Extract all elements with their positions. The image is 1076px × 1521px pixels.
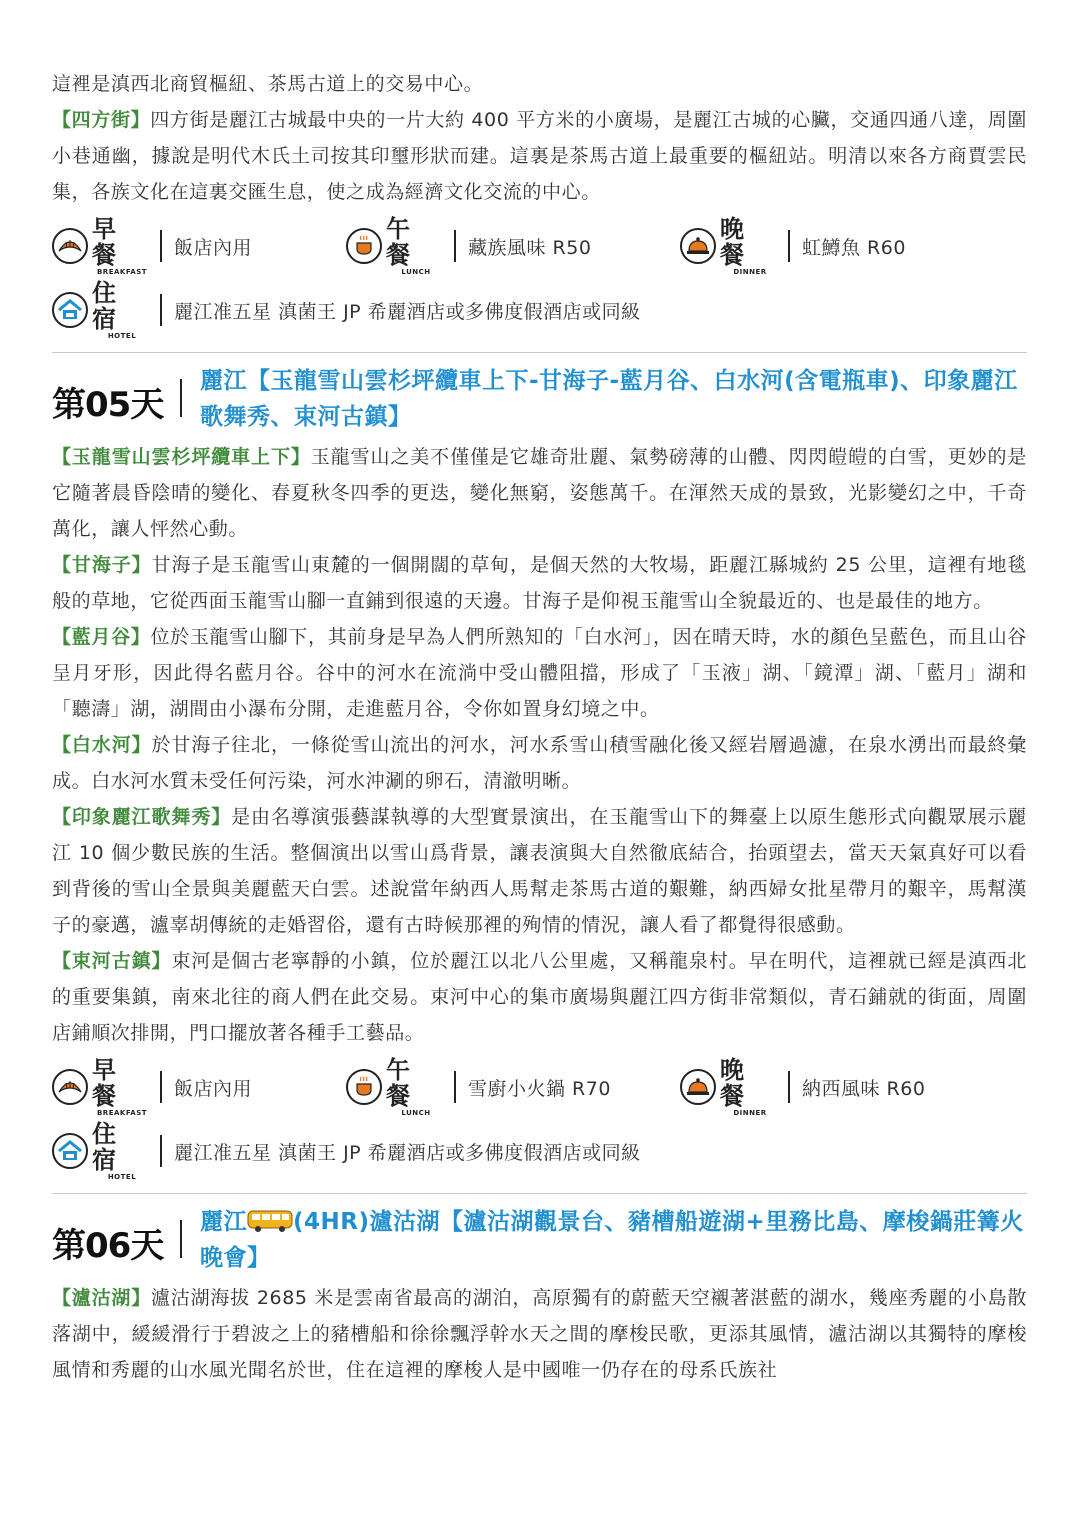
lunch-label: 午 餐 LUNCH <box>386 214 431 276</box>
section-tag: 【四方街】 <box>52 109 151 131</box>
section-paragraph <box>52 799 1027 943</box>
lunch-item <box>346 1057 680 1118</box>
section-text: 玉龍雪山之美不僅僅是它雄奇壯麗、氣勢磅薄的山體、閃閃皚皚的白雪，更妙的是它隨著晨昏陰晴的變化、春夏秋冬四季的更迭，變化無窮，姿態萬千。在渾然天成的景致，光影變幻之中，千奇萬化，讓人怦然心動。 <box>52 446 1027 540</box>
lunch-badge <box>346 1057 446 1118</box>
section-text: 四方街是麗江古城最中央的一片大約 400 平方米的小廣場，是麗江古城的心臟，交通四通八達，周圍小巷通幽，據說是明代木氏土司按其印璽形狀而建。這裏是茶馬古道上最重要的樞紐站。明清以來各方商賈雲民集，各族文化在這裏交匯生息，使之成為經濟文化交流的中心。 <box>52 109 1027 203</box>
breakfast-value: 飯店內用 <box>174 236 253 259</box>
lunch-item <box>346 216 680 277</box>
section-paragraph <box>52 439 1027 547</box>
day-number: 第06天 <box>52 1226 164 1266</box>
dinner-value: 納西風味 R60 <box>802 1077 926 1100</box>
dinner-item <box>680 216 906 277</box>
section-tag: 【束河古鎮】 <box>52 950 172 972</box>
bus-icon <box>247 1209 293 1233</box>
hotel-label: 住 宿 HOTEL <box>92 278 137 340</box>
hotel-row <box>52 1121 1027 1181</box>
section-paragraph <box>52 1280 1027 1388</box>
section-tag: 【藍月谷】 <box>52 626 151 648</box>
breakfast-badge <box>52 216 152 277</box>
section-tag: 【甘海子】 <box>52 554 152 576</box>
section-divider <box>52 1193 1027 1194</box>
section-text: 是由名導演張藝謀執導的大型實景演出，在玉龍雪山下的舞臺上以原生態形式向觀眾展示麗江 10 個少數民族的生活。整個演出以雪山爲背景，讓表演與大自然徹底結合，抬頭望去，當天天氣真好可以看到背後的雪山全景與美麗藍天白雲。述說當年納西人馬幫走茶馬古道的艱難，納西婦女批星帶月的艱辛，馬幫漢子的豪邁，瀘辜胡傳統的走婚習俗，還有古時候那裡的殉情的情況，讓人看了都覺得很感動。 <box>52 806 1027 936</box>
day-sections <box>52 439 1027 1051</box>
hotel-value: 麗江准五星 滇菌王 JP 希麗酒店或多佛度假酒店或同級 <box>174 300 641 323</box>
house-icon <box>52 292 88 328</box>
divider <box>160 1071 162 1103</box>
day-title: 麗江【玉龍雪山雲杉坪纜車上下-甘海子-藍月谷、白水河(含電瓶車)、印象麗江歌舞秀、束河古鎮】 <box>200 368 1018 430</box>
day-header <box>52 1204 1027 1276</box>
section-paragraph <box>52 547 1027 619</box>
croissant-icon <box>52 228 88 264</box>
house-icon <box>52 1133 88 1169</box>
cloche-icon <box>680 228 716 264</box>
breakfast-item <box>52 216 346 277</box>
lunch-value: 藏族風味 R50 <box>468 236 592 259</box>
dinner-value: 虹鱒魚 R60 <box>802 236 906 259</box>
divider <box>180 379 182 417</box>
hotel-badge <box>52 280 152 341</box>
lunch-label: 午 餐 LUNCH <box>386 1055 431 1117</box>
breakfast-badge <box>52 1057 152 1118</box>
divider <box>788 230 790 262</box>
divider <box>160 294 162 326</box>
section-tag: 【印象麗江歌舞秀】 <box>52 806 232 828</box>
intro-line: 這裡是滇西北商貿樞紐、茶馬古道上的交易中心。 <box>52 73 484 95</box>
section-divider <box>52 352 1027 353</box>
coffee-cup-icon <box>346 1069 382 1105</box>
dinner-label: 晚 餐 DINNER <box>720 1055 767 1117</box>
dinner-item <box>680 1057 925 1118</box>
cloche-icon <box>680 1069 716 1105</box>
section-tag: 【白水河】 <box>52 734 152 756</box>
divider <box>160 1135 162 1167</box>
divider <box>454 1071 456 1103</box>
divider <box>788 1071 790 1103</box>
divider <box>454 230 456 262</box>
breakfast-value: 飯店內用 <box>174 1077 253 1100</box>
meals-row <box>52 216 1027 276</box>
hotel-row <box>52 280 1027 340</box>
section-text: 位於玉龍雪山腳下，其前身是早為人們所熟知的「白水河」，因在晴天時，水的顏色呈藍色，而且山谷呈月牙形，因此得名藍月谷。谷中的河水在流淌中受山體阻擋，形成了「玉液」湖、「鏡潭」湖、「藍月」湖和「聽濤」湖，湖間由小瀑布分開，走進藍月谷，令你如置身幻境之中。 <box>52 626 1027 720</box>
croissant-icon <box>52 1069 88 1105</box>
meals-row <box>52 1057 1027 1117</box>
dinner-badge <box>680 1057 780 1118</box>
hotel-badge <box>52 1121 152 1182</box>
divider <box>180 1220 182 1258</box>
divider <box>160 230 162 262</box>
coffee-cup-icon <box>346 228 382 264</box>
section-paragraph <box>52 727 1027 799</box>
section-text: 束河是個古老寧靜的小鎮，位於麗江以北八公里處，又稱龍泉村。早在明代，這裡就已經是滇西北的重要集鎮，南來北往的商人們在此交易。束河中心的集市廣場與麗江四方街非常類似，青石鋪就的街面，周圍店鋪順次排開，門口擺放著各種手工藝品。 <box>52 950 1027 1044</box>
hotel-value: 麗江准五星 滇菌王 JP 希麗酒店或多佛度假酒店或同級 <box>174 1141 641 1164</box>
section-tag: 【瀘沽湖】 <box>52 1287 151 1309</box>
dinner-badge <box>680 216 780 277</box>
section-paragraph <box>52 943 1027 1051</box>
section-text: 甘海子是玉龍雪山東麓的一個開闊的草甸，是個天然的大牧場，距麗江縣城約 25 公里，這裡有地毯般的草地，它從西面玉龍雪山腳一直鋪到很遠的天邊。甘海子是仰視玉龍雪山全貌最近的、也是最佳的地方。 <box>52 554 1027 612</box>
section-text: 於甘海子往北，一條從雪山流出的河水，河水系雪山積雪融化後又經岩層過濾，在泉水湧出而最終彙成。白水河水質未受任何污染，河水沖涮的卵石，清澈明晰。 <box>52 734 1027 792</box>
dinner-label: 晚 餐 DINNER <box>720 214 767 276</box>
breakfast-label: 早 餐 BREAKFAST <box>92 1055 148 1117</box>
section-paragraph <box>52 619 1027 727</box>
day-number: 第05天 <box>52 385 164 425</box>
day-header <box>52 363 1027 435</box>
lunch-value: 雪廚小火鍋 R70 <box>468 1077 611 1100</box>
lunch-badge <box>346 216 446 277</box>
day-title: 麗江 (4HR)瀘沽湖【瀘沽湖觀景台、豬槽船遊湖+里務比島、摩梭鍋莊篝火晚會】 <box>200 1209 1024 1271</box>
section-text: 瀘沽湖海拔 2685 米是雲南省最高的湖泊，高原獨有的蔚藍天空襯著湛藍的湖水，幾座秀麗的小島散落湖中，緩緩滑行于碧波之上的豬槽船和徐徐飄浮幹水天之間的摩梭民歌，更添其風情，瀘沽湖以其獨特的摩梭風情和秀麗的山水風光聞名於世，住在這裡的摩梭人是中國唯一仍存在的母系氏族社 <box>52 1287 1027 1381</box>
section-tag: 【玉龍雪山雲杉坪纜車上下】 <box>52 446 311 468</box>
sifang-paragraph <box>52 102 1027 210</box>
page-content <box>52 66 1027 1388</box>
hotel-label: 住 宿 HOTEL <box>92 1119 137 1181</box>
breakfast-label: 早 餐 BREAKFAST <box>92 214 148 276</box>
breakfast-item <box>52 1057 346 1118</box>
